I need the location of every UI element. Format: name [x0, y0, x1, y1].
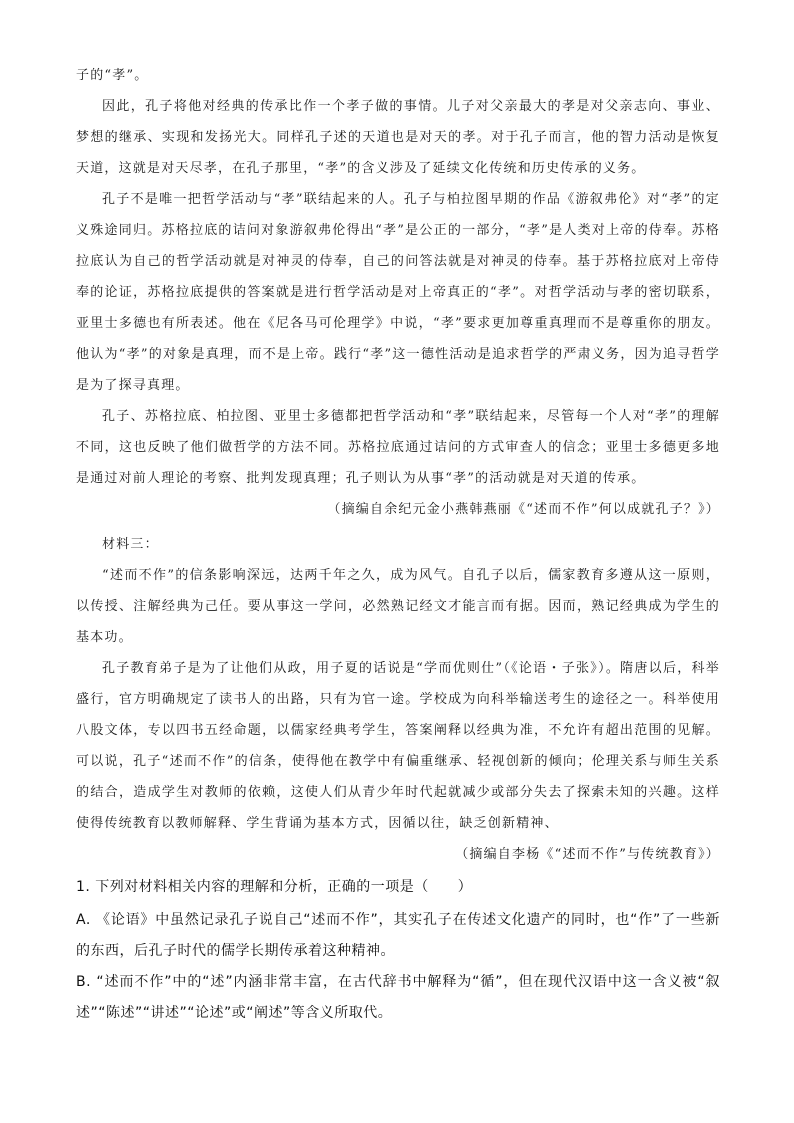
paragraph-influence: “述而不作”的信条影响深远，达两千年之久，成为风气。自孔子以后，儒家教育多遵从这一原则，以传授、注解经典为己任。要从事这一学问，必然熟记经文才能言而有据。因而，熟记经典成为学生的基本功。	[76, 568, 720, 645]
option-a: A. 《论语》中虽然记录孔子说自己“述而不作”，其实孔子在传述文化遗产的同时，也“作”了一些新的东西，后孔子时代的儒学长期传承着这种精神。	[76, 912, 720, 959]
question-stem: 1. 下列对材料相关内容的理解和分析，正确的一项是（ ）	[76, 879, 473, 895]
source-citation-material3: （摘编自李杨《“述而不作”与传统教育》）	[455, 847, 720, 862]
paragraph-socrates-aristotle: 孔子不是唯一把哲学活动与“孝”联结起来的人。孔子与柏拉图早期的作品《游叙弗伦》对“孝”的定义殊途同归。苏格拉底的诘问对象游叙弗伦得出“孝”是公正的一部分，“孝”是人类对上帝的侍奉。苏格拉底认为自己的哲学活动就是对神灵的侍奉，自己的问答法就是对神灵的侍奉。基于苏格拉底对上帝侍奉的论证，苏格拉底提供的答案就是进行哲学活动是对上帝真正的“孝”。对哲学活动与孝的密切联系，亚里士多德也有所表述。他在《尼各马可伦理学》中说，“孝”要求更加尊重真理而不是尊重你的朋友。他认为“孝”的对象是真理，而不是上帝。践行“孝”这一德性活动是追求哲学的严肃义务，因为追寻哲学是为了探寻真理。	[76, 192, 720, 393]
material3-heading: 材料三：	[102, 537, 159, 552]
paragraph-filial-analogy: 因此，孔子将他对经典的传承比作一个孝子做的事情。儿子对父亲最大的孝是对父亲志向、事业、梦想的继承、实现和发扬光大。同样孔子述的天道也是对天的孝。对于孔子而言，他的智力活动是恢复天道，这就是对天尽孝，在孔子那里，“孝”的含义涉及了延续文化传统和历史传承的义务。	[76, 99, 720, 176]
option-b: B. “述而不作”中的“述”内涵非常丰富，在古代辞书中解释为“循”，但在现代汉语中这一含义被“叙述”“陈述”“讲述”“论述”或“阐述”等含义所取代。	[76, 974, 720, 1021]
paragraph-comparison: 孔子、苏格拉底、柏拉图、亚里士多德都把哲学活动和“孝”联结起来，尽管每一个人对“孝”的理解不同，这也反映了他们做哲学的方法不同。苏格拉底通过诘问的方式审查人的信念；亚里士多德更多地是通过对前人理论的考察、批判发现真理；孔子则认为从事“孝”的活动就是对天道的传承。	[76, 409, 720, 486]
paragraph-continuation: 子的“孝”。	[76, 68, 149, 83]
source-citation-material2: （摘编自余纪元金小燕韩燕丽《“述而不作”何以成就孔子？》）	[327, 502, 720, 517]
paragraph-education: 孔子教育弟子是为了让他们从政，用子夏的话说是“学而优则仕”（《论语・子张》）。隋唐以后，科举盛行，官方明确规定了读书人的出路，只有为官一途。学校成为向科举输送考生的途径之一。科举使用八股文体，专以四书五经命题，以儒家经典考学生，答案阐释以经典为准，不允许有超出范围的见解。可以说，孔子“述而不作”的信条，使得他在教学中有偏重继承、轻视创新的倾向；伦理关系与师生关系的结合，造成学生对教师的依赖，这使人们从青少年时代起就减少或部分失去了探索未知的兴趣。这样使得传统教育以教师解释、学生背诵为基本方式，因循以往，缺乏创新精神、	[76, 661, 720, 831]
